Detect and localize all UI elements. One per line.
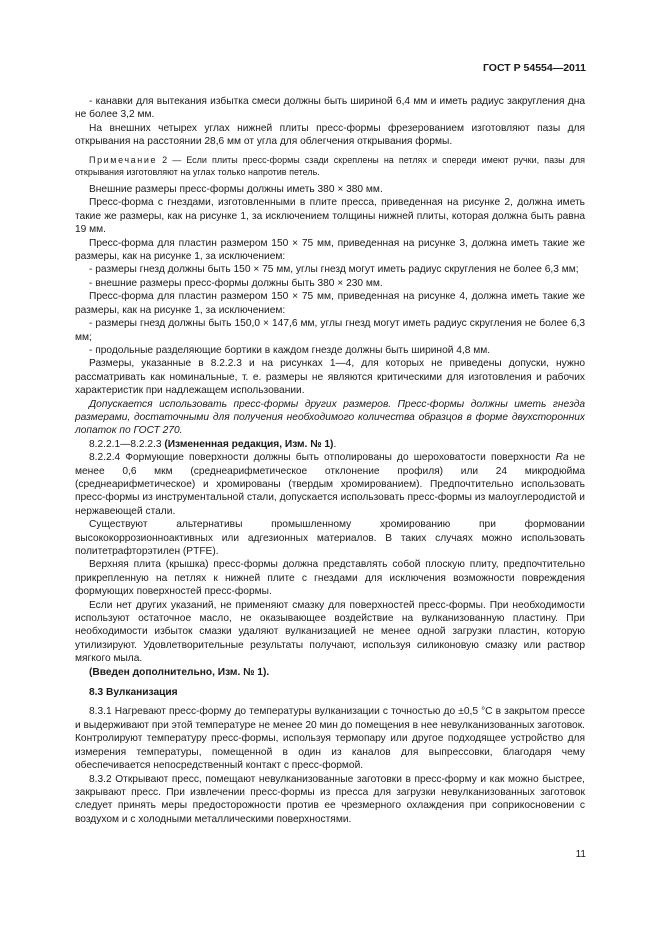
amendment-end: . bbox=[333, 438, 337, 450]
amendment-note: (Введен дополнительно, Изм. № 1). bbox=[89, 666, 270, 678]
note bbox=[75, 154, 585, 178]
note-label: Примечание bbox=[89, 154, 158, 165]
paragraph: 8.3.2 Открывают пресс, помещают невулканизованные заготовки в пресс-форму и как можно быстрее, закрывают пресс. При извлечении пресс-формы из пресса для загрузки невулканизованных заготовок следует принять меры предосторожности против ее чрезмерного охлаждения при соприкосновении с воздухом и с холодными металлическими поверхностями. bbox=[75, 773, 585, 825]
paragraph: Если нет других указаний, не применяют смазку для поверхностей пресс-формы. При необходимости используют остаточное масло, не оказывающее воздействие на вулканизованную пластину. При необходимости избыток смазки удаляют вулканизацией не менее одной загрузки пластин, которую утилизируют. Удовлетворительные результаты получают, используя силиконовую смазку или раствор мягкого мыла. bbox=[75, 599, 585, 665]
amendment-note bbox=[75, 438, 585, 451]
list-item: - размеры гнезд должны быть 150,0 × 147,6 мм, углы гнезд могут иметь радиус скругления не более 6,3 мм; bbox=[75, 318, 585, 343]
note-text: 2 — Если плиты пресс-формы сзади скреплены на петлях и спереди имеют ручки, пазы для открывания изготовляют на углах только напротив петель. bbox=[75, 154, 585, 177]
paragraph: Пресс-форма для пластин размером 150 × 75 мм, приведенная на рисунке 4, должна иметь такие же размеры, как на рисунке 1, за исключением: bbox=[75, 291, 585, 316]
ra-symbol: Ra bbox=[555, 452, 569, 464]
list-item: - размеры гнезд должны быть 150 × 75 мм, углы гнезд могут иметь радиус скругления не более 6,3 мм; bbox=[89, 264, 579, 276]
italic-paragraph: Допускается использовать пресс-формы других размеров. Пресс-формы должны иметь гнезда размерами, достаточными для получения необходимого количества образцов в форме двухсторонних лопаток по ГОСТ 270. bbox=[75, 398, 585, 437]
paragraph: Верхняя плита (крышка) пресс-формы должна представлять собой плоскую плиту, предпочтительно прикрепленную на петлях к нижней плите с гнездами для исключения возможности повреждения формующих поверхностей пресс-формы. bbox=[75, 559, 585, 598]
list-item: - продольные разделяющие бортики в каждом гнезде должны быть шириной 4,8 мм. bbox=[89, 344, 491, 356]
text-segment: 8.2.2.4 Формующие поверхности должны быть отполированы до шероховатости поверхности bbox=[89, 452, 556, 464]
amendment-label: (Измененная редакция, Изм. № 1) bbox=[164, 438, 334, 450]
document-body bbox=[75, 95, 585, 826]
paragraph: Существуют альтернативы промышленному хромированию при формовании высококоррозионноактивных или адгезионных материалов. В таких случаях можно использовать политетрафторэтилен (PTFE). bbox=[75, 519, 585, 557]
amendment-range: 8.2.2.1—8.2.2.3 bbox=[89, 438, 165, 450]
text-segment: не менее 0,6 мкм (среднеарифметическое отклонение профиля) или 24 микродюйма (среднеарифметическое) и хромированы (твердым хромированием). Предпочтительно использовать пресс-формы из инструментальной стали, допускается использовать пресс-формы из малоуглеродистой и нержавеющей стали. bbox=[75, 452, 586, 517]
page-number: 11 bbox=[575, 849, 586, 860]
paragraph: На внешних четырех углах нижней плиты пресс-формы фрезерованием изготовляют пазы для открывания на расстоянии 28,6 мм от угла для облегчения открывания формы. bbox=[75, 122, 585, 148]
paragraph: Пресс-форма для пластин размером 150 × 75 мм, приведенная на рисунке 3, должна иметь такие же размеры, как на рисунке 1, за исключением: bbox=[75, 237, 585, 263]
paragraph: Внешние размеры пресс-формы должны иметь 380 × 380 мм. bbox=[89, 184, 383, 196]
paragraph bbox=[75, 451, 585, 518]
section-heading: 8.3 Вулканизация bbox=[89, 687, 178, 699]
document-header: ГОСТ Р 54554—2011 bbox=[482, 62, 586, 74]
list-item: - внешние размеры пресс-формы должны быть 380 × 230 мм. bbox=[89, 277, 383, 289]
paragraph: - канавки для вытекания избытка смеси должны быть шириной 6,4 мм и иметь радиус закругления дна не более 3,2 мм. bbox=[75, 96, 585, 121]
paragraph: Пресс-форма с гнездами, изготовленными в плите пресса, приведенная на рисунке 2, должна иметь такие же размеры, как на рисунке 1, за исключением толщины нижней плиты, которая должна быть равна 19 мм. bbox=[75, 197, 585, 236]
paragraph: 8.3.1 Нагревают пресс-форму до температуры вулканизации с точностью до ±0,5 °С в закрытом прессе и выдерживают при этой температуре не менее 20 мин до помещения в нее невулканизованных заготовок. Контролируют температуру пресс-формы, используя термопару или другое подходящее устройство для измерения температуры, помещенной в один из каналов для выпрессовки, благодаря чему обеспечивается непосредственный контакт с пресс-формой. bbox=[75, 706, 585, 772]
paragraph: Размеры, указанные в 8.2.2.3 и на рисунках 1—4, для которых не приведены допуски, нужно рассматривать как номинальные, т. е. размеры не являются критическими для изготовления и рабочих характеристик при надлежащем использовании. bbox=[75, 358, 585, 397]
